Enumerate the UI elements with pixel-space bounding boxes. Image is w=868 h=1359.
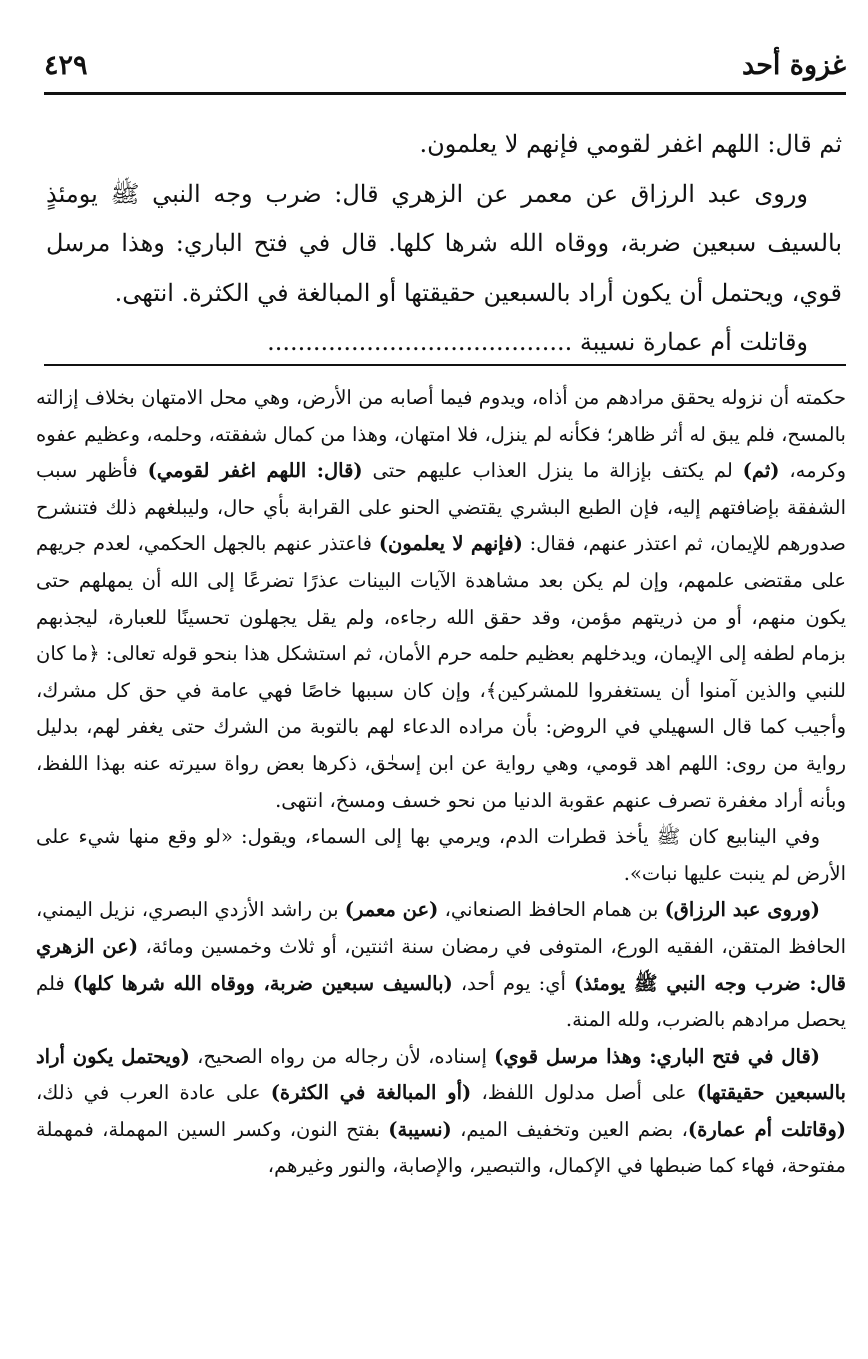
c4-text-5: بفتح النون، وكسر السين المهملة، فمهملة مفتوحة، فهاء كما ضبطها في الإكمال، والتبصير، والإصابة، والنور وغيرهم، <box>36 1117 846 1178</box>
c1-text-4: فاعتذر عنهم بالجهل الحكمي، لعدم جريهم على مقتضى علمهم، وإن لم يكن بعد مشاهدة الآيات البينات عذرًا تضرعًا إلى الله أن يمهلهم حتى يكون منهم، أو من ذريتهم مؤمن، وقد حقق الله رجاءه، ولم يقل يجهلون تحسينًا للعبارة، ليجذبهم بزمام لطفه إلى الإيمان، ويدخلهم بعظيم حلمه حرم الأمان، ثم استشكل هذا بنحو قوله تعالى: ﴿ما كان للنبي والذين آمنوا أن يستغفروا للمشركين﴾، وإن كان سببها خاصًا فهي عامة في حق كل مشرك، وأجيب كما قال السهيلي في الروض: بأن مراده الدعاء لهم بالتوبة من الشرك حتى يغفر لهم، بدليل رواية من روى: اللهم اهد قومي، وهي رواية عن ابن إسحٰق، ذكرها بعض رواة سيرته عنه بهذا اللفظ، وبأنه أراد مغفرة تصرف عنهم عقوبة الدنيا من نحو خسف ومسخ، انتهى. <box>36 532 846 812</box>
main-line-1: ثم قال: اللهم اغفر لقومي فإنهم لا يعلمون. <box>419 130 842 158</box>
main-text <box>46 120 842 368</box>
c3-bold-4: (بالسيف سبعين ضربة، ووقاه الله شرها كلها) <box>72 971 453 995</box>
c1-bold-2: (قال: اللهم اغفر لقومي) <box>147 459 363 483</box>
c4-bold-4: (وقاتلت أم عمارة) <box>687 1117 846 1141</box>
c1-bold-3: (فإنهم لا يعلمون) <box>378 532 523 556</box>
main-last-text: وقاتلت أم عمارة نسيبة <box>579 328 808 356</box>
c1-text-1: حكمته أن نزوله يحقق مرادهم من أذاه، ويدوم فيما أصابه من الأرض، وهي محل الامتهان بخلاف إزالته بالمسح، فلم يبق له أثر ظاهر؛ فكأنه لم ينزل، فلا امتهان، وهذا من كمال شفقته، وحلمه، وعظيم عفوه وكرمه، <box>36 386 846 483</box>
page-number: ٤٢٩ <box>44 50 88 81</box>
c3-text-2: بن راشد الأزدي البصري، نزيل اليمني، الحافظ المتقن، الفقيه الورع، المتوفى في رمضان سنة اثنتين، أو ثلاث وخمسين ومائة، <box>36 898 846 958</box>
commentary-paragraph-4 <box>36 1039 846 1185</box>
c4-text-1: إسناده، لأن رجاله من رواه الصحيح، <box>189 1044 495 1068</box>
commentary-paragraph-1 <box>36 380 846 819</box>
c3-bold-1: (وروى عبد الرزاق) <box>664 898 820 922</box>
main-paragraph-2: وروى عبد الرزاق عن معمر عن الزهري قال: ضرب وجه النبي ﷺ يومئذٍ بالسيف سبعين ضربة، ووقاه الله شرها كلها. قال في فتح الباري: وهذا مرسل قوي، ويحتمل أن يكون أراد بالسبعين حقيقتها أو المبالغة في الكثرة. انتهى. <box>46 179 842 307</box>
c3-bold-3: (عن الزهري قال: ضرب وجه النبي ﷺ يومئذ) <box>36 934 846 995</box>
commentary-paragraph-3 <box>36 892 846 1038</box>
c4-bold-1: (قال في فتح الباري: وهذا مرسل قوي) <box>494 1044 820 1068</box>
c1-bold-1: (ثم) <box>742 459 780 483</box>
c4-bold-3: (أو المبالغة في الكثرة) <box>270 1081 472 1105</box>
chapter-title: غزوة أحد <box>742 50 846 81</box>
commentary <box>36 380 846 1185</box>
c3-text-3: أي: يوم أحد، <box>452 971 575 995</box>
header-rule <box>44 92 846 95</box>
c4-bold-2: (ويحتمل يكون أراد بالسبعين حقيقتها) <box>36 1044 846 1105</box>
separator-rule <box>44 364 846 366</box>
c3-bold-2: (عن معمر) <box>344 898 439 922</box>
commentary-paragraph-2: وفي الينابيع كان ﷺ يأخذ قطرات الدم، ويرمي بها إلى السماء، ويقول: «لو وقع منها شيء على الأرض لم ينبت عليها نبات». <box>36 825 846 885</box>
running-header <box>44 46 846 92</box>
c4-text-4: ، بضم العين وتخفيف الميم، <box>451 1117 688 1141</box>
c3-text-4: فلم يحصل مرادهم بالضرب، ولله المنة. <box>36 971 846 1032</box>
main-last-line <box>46 318 842 368</box>
c4-bold-5: (نسيبة) <box>388 1117 452 1141</box>
c3-text-1: بن همام الحافظ الصنعاني، <box>438 898 665 922</box>
c4-text-3: على عادة العرب في ذلك، <box>36 1081 271 1105</box>
ellipsis-dots: ........................................ <box>267 328 573 356</box>
c1-text-2: لم يكتف بإزالة ما ينزل العذاب عليهم حتى <box>362 459 743 483</box>
c4-text-2: على أصل مدلول اللفظ، <box>471 1081 697 1105</box>
c1-text-3: فأظهر سبب الشفقة بإضافتهم إليه، فإن الطبع البشري يقتضي الحنو على القرابة بأي حال، وليبلغهم ذلك فتنشرح صدورهم للإيمان، ثم اعتذر عنهم، فقال: <box>36 459 846 556</box>
